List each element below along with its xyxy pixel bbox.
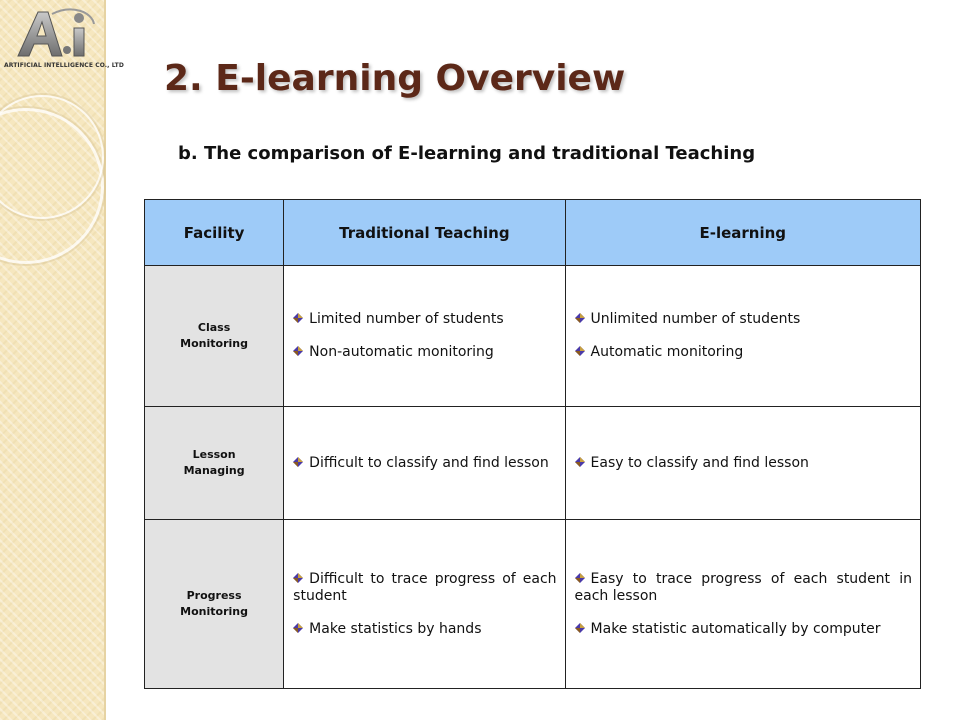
traditional-cell: [284, 520, 565, 689]
item-text: Make statistics by hands: [309, 620, 482, 637]
comparison-table: [144, 199, 921, 689]
traditional-cell: [284, 407, 565, 520]
list-item: [293, 455, 556, 472]
elearning-cell: [565, 520, 920, 689]
diamond-bullet-icon: [575, 344, 585, 354]
elearning-cell: [565, 407, 920, 520]
page-subtitle: b. The comparison of E-learning and traditional Teaching: [178, 143, 756, 164]
facility-label: Monitoring: [180, 605, 248, 618]
diamond-bullet-icon: [293, 621, 303, 631]
list-item: [575, 311, 912, 328]
facility-cell: [145, 266, 284, 407]
diamond-bullet-icon: [293, 311, 303, 321]
item-text: Difficult to trace progress of each student: [293, 570, 557, 604]
item-text: Limited number of students: [309, 311, 504, 327]
list-item: [293, 571, 556, 605]
logo-caption: ARTIFICIAL INTELLIGENCE CO., LTD: [4, 62, 124, 69]
facility-label: Progress: [186, 589, 242, 602]
facility-label: Class: [197, 321, 231, 334]
facility-cell: [145, 407, 284, 520]
diamond-bullet-icon: [575, 311, 585, 321]
facility-label: Monitoring: [180, 337, 248, 350]
elearning-cell: [565, 266, 920, 407]
list-item: [575, 455, 912, 472]
table-header-row: [145, 200, 921, 266]
decorative-side-strip: [0, 0, 124, 720]
diamond-bullet-icon: [293, 344, 303, 354]
list-item: [293, 311, 556, 328]
facility-label: Managing: [183, 464, 245, 477]
table-row: [145, 520, 921, 689]
item-text: Make statistic automatically by computer: [590, 620, 881, 637]
item-text: Easy to classify and find lesson: [590, 454, 809, 471]
list-item: [575, 571, 912, 605]
item-text: Unlimited number of students: [590, 311, 801, 327]
item-text: Automatic monitoring: [590, 344, 744, 360]
list-item: [293, 621, 556, 638]
item-text: Non-automatic monitoring: [309, 344, 494, 360]
diamond-bullet-icon: [575, 571, 585, 581]
ai-logo-icon: [12, 6, 96, 62]
header-facility: Facility: [145, 200, 284, 266]
list-item: [293, 344, 556, 361]
company-logo: [4, 6, 124, 70]
diamond-bullet-icon: [575, 455, 585, 465]
table-row: [145, 266, 921, 407]
diamond-bullet-icon: [293, 455, 303, 465]
item-text: Easy to trace progress of each student in each lesson: [574, 570, 912, 604]
table-row: [145, 407, 921, 520]
list-item: [575, 621, 912, 638]
diamond-bullet-icon: [575, 621, 585, 631]
diamond-bullet-icon: [293, 571, 303, 581]
facility-label: Lesson: [192, 448, 236, 461]
item-text: Difficult to classify and find lesson: [309, 454, 549, 471]
list-item: [575, 344, 912, 361]
page-title: 2. E-learning Overview: [164, 58, 626, 99]
header-traditional-teaching: Traditional Teaching: [284, 200, 565, 266]
traditional-cell: [284, 266, 565, 407]
facility-cell: [145, 520, 284, 689]
header-e-learning: E-learning: [565, 200, 920, 266]
